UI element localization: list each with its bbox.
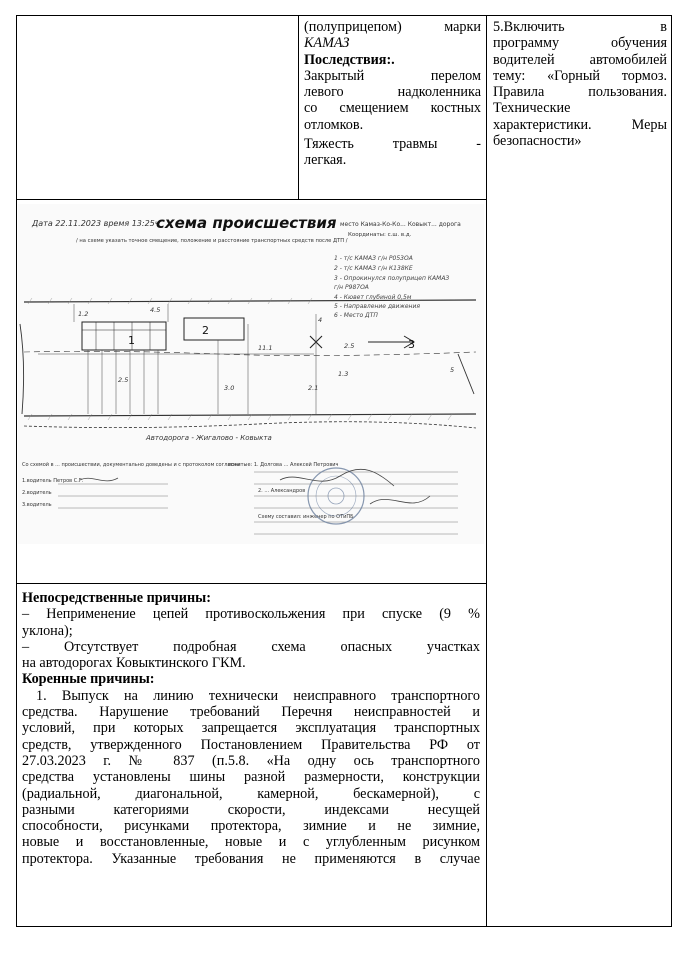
footer-right-row: 2. ... Александров xyxy=(258,488,306,494)
measure-label: 4 xyxy=(318,316,323,324)
vehicle-line-1: (полуприцепом) марки xyxy=(304,19,481,35)
root-cause-line: разными категориями скорости, индексами несущей xyxy=(22,801,480,818)
root-cause-line: 1. Выпуск на линию технически неисправного транспортного xyxy=(36,687,480,704)
root-cause-line: средства. Нарушение требований Перечня неисправностей и xyxy=(22,704,480,721)
consequences-line: левого надколенника xyxy=(304,84,481,101)
accident-scheme xyxy=(18,204,484,544)
footer-left-heading: Со схемой в ... происшествии, документально доведены и с протоколом согласны xyxy=(22,462,241,468)
measure-label: 1.3 xyxy=(338,370,349,378)
measure-label: 2.1 xyxy=(308,384,319,392)
footer-right-row: Схему составил: инженер по ОТиПБ xyxy=(258,514,354,520)
root-causes-heading: Коренные причины: xyxy=(22,671,155,688)
scheme-place: место Камаз-Ко-Ко... Ковыкт... дорога xyxy=(340,221,461,228)
immediate-cause-line: уклона); xyxy=(22,622,73,639)
root-cause-line: средств, утвержденного Постановлением Правительства РФ от xyxy=(22,736,480,753)
scheme-instruction: / на схеме указать точное смещение, положение и расстояние транспортных средств после ДТП / xyxy=(76,238,348,244)
severity-line: Тяжесть травмы - xyxy=(304,136,481,153)
measure-line: 5.Включить в xyxy=(493,19,667,35)
immediate-cause-line: на автодорогах Ковыктинского ГКМ. xyxy=(22,655,246,672)
measure-label: 3.0 xyxy=(224,384,235,392)
table-border-bottom xyxy=(16,926,672,927)
column-divider-2 xyxy=(486,15,487,927)
row-divider-top xyxy=(16,199,487,200)
row-divider-middle xyxy=(16,583,487,584)
measure-line: тему: «Горный тормоз. xyxy=(493,67,667,84)
measure-label: 11.1 xyxy=(258,344,273,352)
legend-line: 1 - т/с КАМАЗ г/н Р053ОА xyxy=(334,255,413,262)
column-divider-1 xyxy=(298,15,299,200)
measure-line: Правила пользования. xyxy=(493,84,667,101)
scheme-date: Дата 22.11.2023 время 13:25ч xyxy=(32,219,160,228)
root-cause-line: (радиальной, диагональной, камерной, бескамерной), с xyxy=(22,785,480,802)
root-cause-line: средства установлены шины разной размерности, конструкции xyxy=(22,769,480,786)
footer-left-row: 1.водитель Петров С.Г. xyxy=(22,478,84,484)
vehicle-marker: 1 xyxy=(128,334,135,347)
root-cause-line: условий, при которых запрещается эксплуатация транспортных xyxy=(22,720,480,737)
table-border-right xyxy=(671,15,672,927)
measure-line: характеристики. Меры xyxy=(493,116,667,133)
scheme-coordinates: Координаты: с.ш. в.д. xyxy=(348,232,412,238)
severity-line: легкая. xyxy=(304,152,347,169)
causes-cell xyxy=(22,590,480,867)
measures-cell xyxy=(493,19,667,149)
measure-label: 1.2 xyxy=(78,310,89,318)
legend-line: 3 - Опрокинулся полуприцеп КАМАЗ xyxy=(334,275,450,282)
consequences-line: со смещением костных xyxy=(304,100,481,117)
legend-line: 6 - Место ДТП xyxy=(334,312,378,319)
footer-left-row: 3.водитель xyxy=(22,502,52,508)
measure-label: 2.5 xyxy=(344,342,355,350)
root-cause-line: 27.03.2023 г. № 837 (п.5.8. «На одну ось транспортного xyxy=(22,752,480,769)
immediate-cause-line: – Отсутствует подробная схема опасных участках xyxy=(22,638,480,655)
legend-line: г/н Р987ОА xyxy=(334,284,369,291)
root-cause-line: протектора. Указанные требования не применяются в случае xyxy=(22,850,480,867)
consequences-line: Закрытый перелом xyxy=(304,67,481,84)
root-cause-line: способности, рисунками протектора, зимние и не зимние, xyxy=(22,818,480,835)
legend-line: 2 - т/с КАМАЗ г/н К138КЕ xyxy=(334,265,413,272)
measure-label: 2.5 xyxy=(118,376,129,384)
vehicle-marker: 2 xyxy=(202,324,209,337)
immediate-cause-line: – Неприменение цепей противоскольжения при спуске (9 % xyxy=(22,606,480,623)
footer-right-heading: понятые: 1. Долгова ... Алексей Петрович xyxy=(228,462,339,468)
measure-label: 4.5 xyxy=(150,306,161,314)
immediate-causes-heading: Непосредственные причины: xyxy=(22,590,211,606)
consequences-line: отломков. xyxy=(304,116,364,133)
measure-label: 5 xyxy=(450,366,455,374)
vehicle-marker: 3 xyxy=(408,338,415,351)
legend-line: 4 - Кювет глубиной 0,5м xyxy=(334,294,412,301)
table-border-left xyxy=(16,15,17,927)
consequences-heading: Последствия:. xyxy=(304,51,395,68)
root-cause-line: новые и восстановленные, новые и с углубленным рисунком xyxy=(22,834,480,851)
measure-line: безопасности» xyxy=(493,133,582,150)
legend-line: 5 - Направление движения xyxy=(334,303,420,310)
road-label: Автодорога - Жигалово - Ковыкта xyxy=(146,434,272,442)
footer-left-row: 2.водитель xyxy=(22,490,52,496)
scheme-title: схема происшествия xyxy=(156,214,337,232)
measure-line: программу обучения xyxy=(493,35,667,52)
measure-line: Технические xyxy=(493,100,571,117)
vehicle-brand: КАМАЗ xyxy=(304,35,350,52)
consequences-cell xyxy=(304,19,481,169)
table-border-top xyxy=(16,15,672,16)
measure-line: водителей автомобилей xyxy=(493,51,667,68)
